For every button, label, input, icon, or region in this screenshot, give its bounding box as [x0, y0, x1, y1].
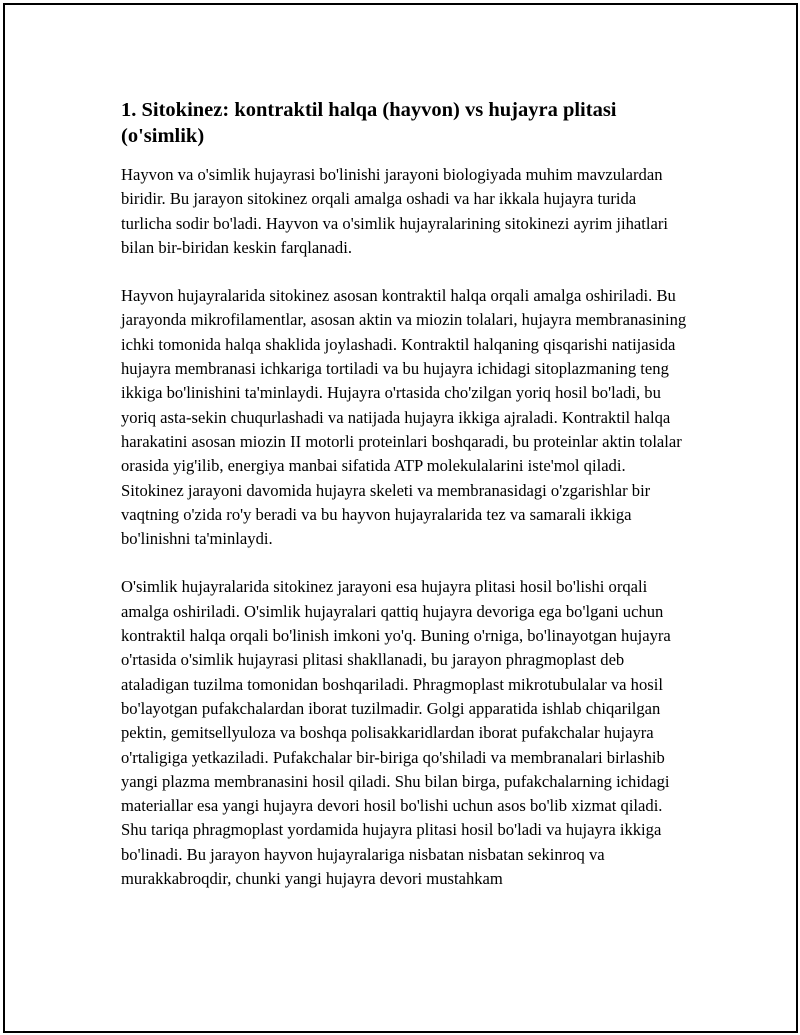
page-frame — [3, 3, 798, 1033]
document-body — [121, 97, 687, 915]
paragraph-intro: Hayvon va o'simlik hujayrasi bo'linishi jarayoni biologiyada muhim mavzulardan biridir. Bu jarayon sitokinez orqali amalga oshadi va har ikkala hujayra turida turlicha sodir bo'ladi. Hayvon va o'simlik hujayralarining sitokinezi ayrim jihatlari bilan bir-biridan keskin farqlanadi. — [121, 165, 668, 257]
paragraph-animal-cytokinesis: Hayvon hujayralarida sitokinez asosan kontraktil halqa orqali amalga oshiriladi. Bu jarayonda mikrofilamentlar, asosan aktin va miozin tolalari, hujayra membranasining ichki tomonida halqa shaklida joylashadi. Kontraktil halqaning qisqarishi natijasida hujayra membranasi ichkariga tortiladi va bu hujayra ichidagi sitoplazmaning teng ikkiga bo'linishini ta'minlaydi. Hujayra o'rtasida cho'zilgan yoriq hosil bo'ladi, bu yoriq asta-sekin chuqurlashadi va natijada hujayra ikkiga ajraladi. Kontraktil halqa harakatini asosan miozin II motorli proteinlari boshqaradi, bu proteinlar aktin tolalar orasida yig'ilib, energiya manbai sifatida ATP molekulalarini iste'mol qiladi. Sitokinez jarayoni davomida hujayra skeleti va membranasidagi o'zgarishlar bir vaqtning o'zida ro'y beradi va bu hayvon hujayralarida tez va samarali ikkiga bo'linishni ta'minlaydi. — [121, 286, 687, 549]
paragraph-plant-cytokinesis: O'simlik hujayralarida sitokinez jarayoni esa hujayra plitasi hosil bo'lishi orqali amalga oshiriladi. O'simlik hujayralari qattiq hujayra devoriga ega bo'lgani uchun kontraktil halqa orqali bo'linish imkoni yo'q. Buning o'rniga, bo'linayotgan hujayra o'rtasida o'simlik hujayrasi plitasi shakllanadi, bu jarayon phragmoplast deb ataladigan tuzilma tomonidan boshqariladi. Phragmoplast mikrotubulalar va hosil bo'layotgan pufakchalardan iborat tuzilmadir. Golgi apparatida ishlab chiqarilgan pektin, gemitsellyuloza va boshqa polisakkaridlardan iborat pufakchalar hujayra o'rtaligiga yetkaziladi. Pufakchalar bir-biriga qo'shiladi va membranalari birlashib yangi plazma membranasini hosil qiladi. Shu bilan birga, pufakchalarning ichidagi materiallar esa yangi hujayra devori hosil bo'lishi uchun asos bo'lib xizmat qiladi. Shu tariqa phragmoplast yordamida hujayra plitasi hosil bo'ladi va hujayra ikkiga bo'linadi. Bu jarayon hayvon hujayralariga nisbatan nisbatan sekinroq va murakkabroqdir, chunki yangi hujayra devori mustahkam — [121, 577, 671, 889]
section-heading: 1. Sitokinez: kontraktil halqa (hayvon) vs hujayra plitasi (o'simlik) — [121, 99, 617, 147]
